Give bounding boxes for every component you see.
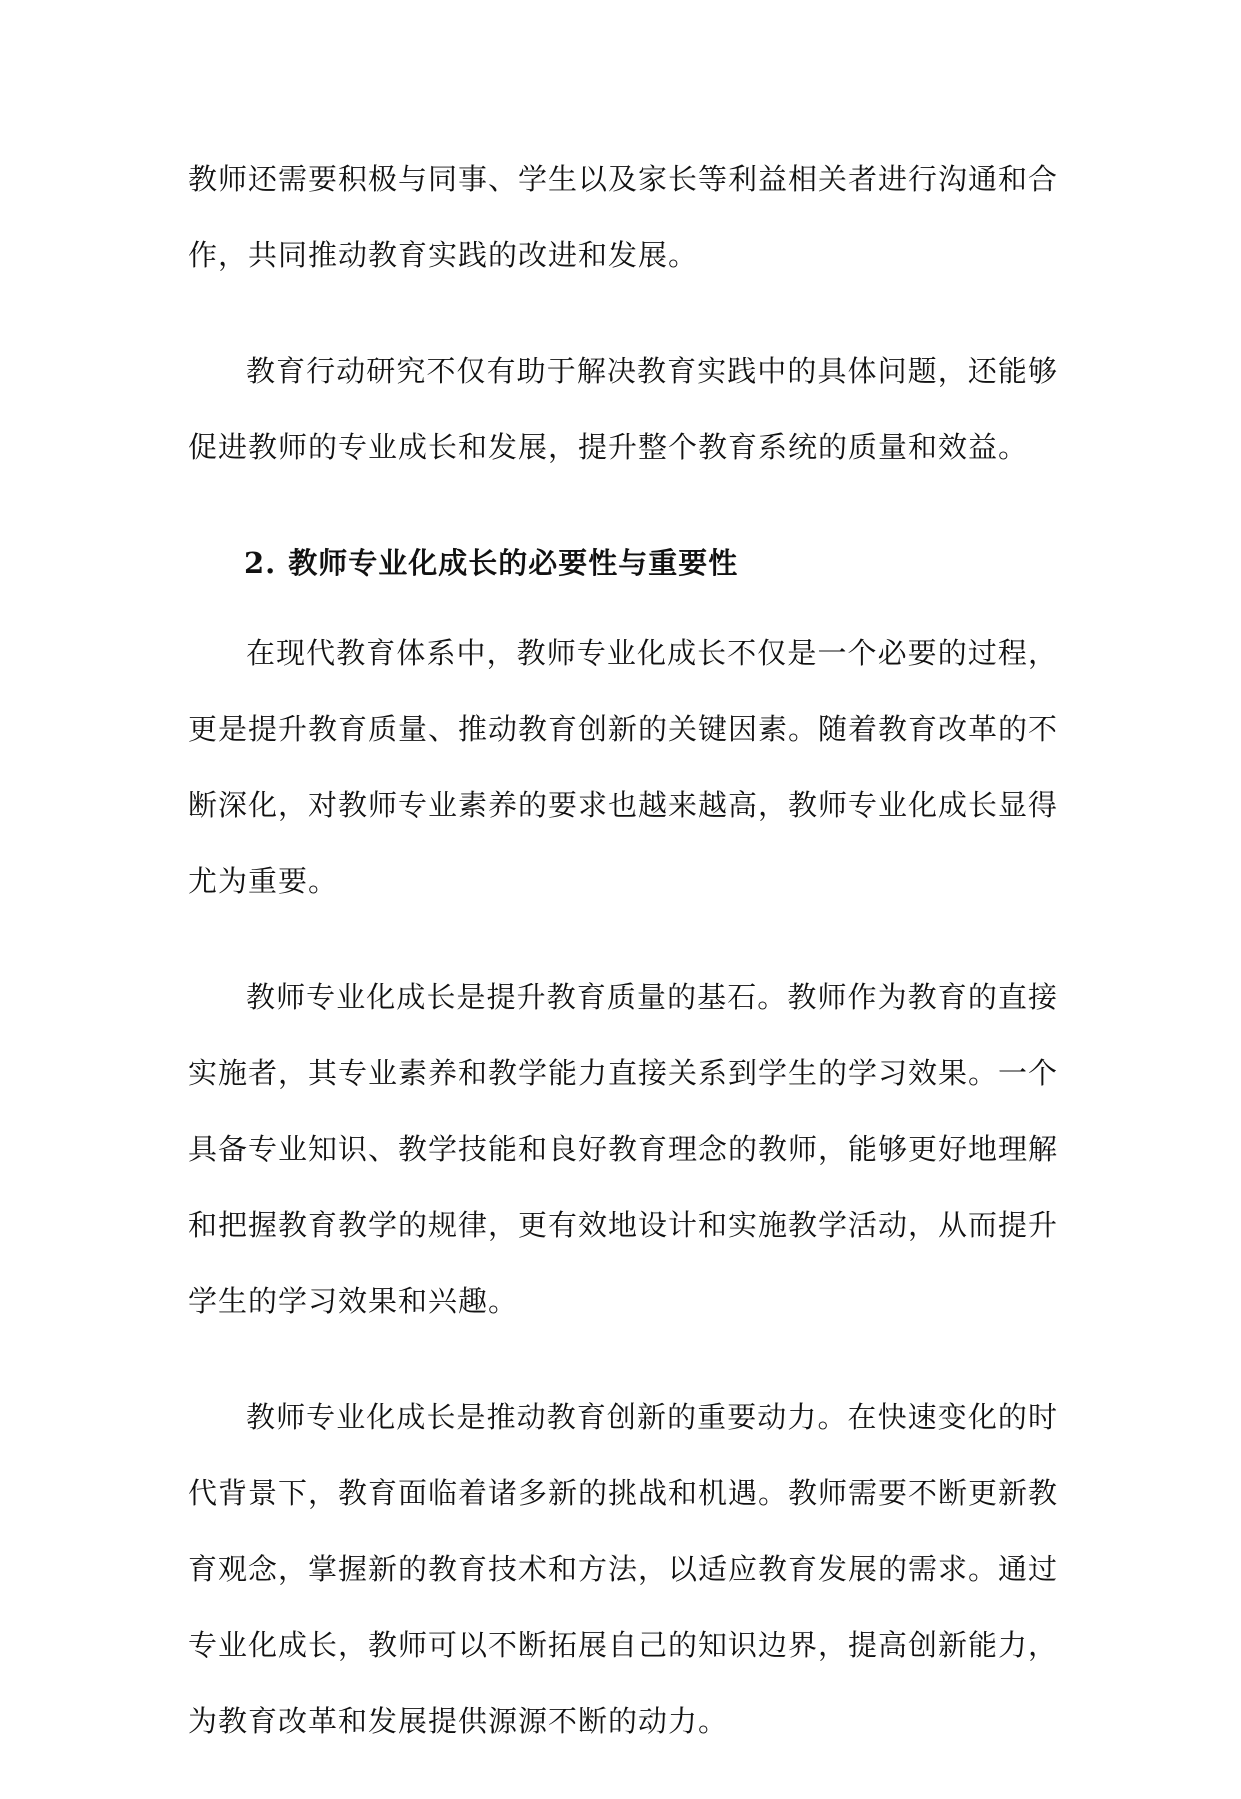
section-number: 2. — [244, 546, 277, 580]
paragraph-action-research: 教育行动研究不仅有助于解决教育实践中的具体问题，还能够促进教师的专业成长和发展，提升整个教育系统的质量和效益。 — [188, 354, 1058, 464]
section-heading — [188, 525, 1058, 601]
section-title: 教师专业化成长的必要性与重要性 — [288, 546, 739, 580]
paragraph-innovation: 教师专业化成长是推动教育创新的重要动力。在快速变化的时代背景下，教育面临着诸多新的挑战和机遇。教师需要不断更新教育观念，掌握新的教育技术和方法，以适应教育发展的需求。通过专业化成长，教师可以不断拓展自己的知识边界，提高创新能力，为教育改革和发展提供源源不断的动力。 — [188, 1400, 1059, 1738]
paragraph-quality: 教师专业化成长是提升教育质量的基石。教师作为教育的直接实施者，其专业素养和教学能力直接关系到学生的学习效果。一个具备专业知识、教学技能和良好教育理念的教师，能够更好地理解和把握教育教学的规律，更有效地设计和实施教学活动，从而提升学生的学习效果和兴趣。 — [188, 980, 1059, 1318]
paragraph-intro: 在现代教育体系中，教师专业化成长不仅是一个必要的过程，更是提升教育质量、推动教育创新的关键因素。随着教育改革的不断深化，对教师专业素养的要求也越来越高，教师专业化成长显得尤为重要。 — [188, 636, 1059, 898]
paragraph-continued: 教师还需要积极与同事、学生以及家长等利益相关者进行沟通和合作，共同推动教育实践的改进和发展。 — [188, 162, 1059, 272]
document-body — [188, 141, 1058, 1799]
